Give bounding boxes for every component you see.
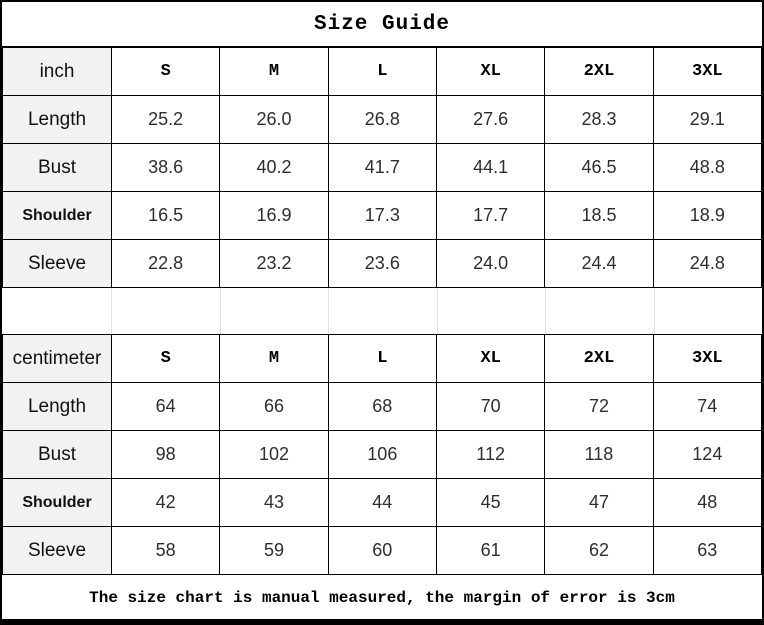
- inch-header-row: [3, 48, 762, 96]
- value-cell: 17.7: [436, 192, 544, 240]
- value-cell: 59: [220, 527, 328, 575]
- size-header-3xl: 3XL: [653, 48, 761, 96]
- value-cell: 23.2: [220, 240, 328, 288]
- table-row: [3, 527, 762, 575]
- value-cell: 16.9: [220, 192, 328, 240]
- value-cell: 58: [112, 527, 220, 575]
- value-cell: 64: [112, 383, 220, 431]
- value-cell: 47: [545, 479, 653, 527]
- value-cell: 48: [653, 479, 761, 527]
- size-header-3xl: 3XL: [653, 335, 761, 383]
- table-row: [3, 96, 762, 144]
- value-cell: 26.0: [220, 96, 328, 144]
- value-cell: 98: [112, 431, 220, 479]
- inch-table: [2, 47, 762, 288]
- value-cell: 27.6: [436, 96, 544, 144]
- value-cell: 18.9: [653, 192, 761, 240]
- page-title: Size Guide: [2, 2, 762, 47]
- spacer-cell: [546, 288, 655, 334]
- size-header-s: S: [112, 335, 220, 383]
- value-cell: 22.8: [112, 240, 220, 288]
- value-cell: 48.8: [653, 144, 761, 192]
- spacer-cell: [438, 288, 547, 334]
- size-header-xl: XL: [436, 48, 544, 96]
- spacer-row: [2, 288, 762, 334]
- value-cell: 28.3: [545, 96, 653, 144]
- size-header-2xl: 2XL: [545, 48, 653, 96]
- footer-note: The size chart is manual measured, the margin of error is 3cm: [89, 588, 675, 607]
- spacer-cell: [655, 288, 763, 334]
- spacer-cell: [329, 288, 438, 334]
- spacer-cell: [2, 288, 112, 334]
- value-cell: 118: [545, 431, 653, 479]
- centimeter-header-row: [3, 335, 762, 383]
- value-cell: 106: [328, 431, 436, 479]
- value-cell: 17.3: [328, 192, 436, 240]
- value-cell: 74: [653, 383, 761, 431]
- table-row: [3, 383, 762, 431]
- size-header-m: M: [220, 335, 328, 383]
- value-cell: 18.5: [545, 192, 653, 240]
- row-label-sleeve: Sleeve: [3, 527, 112, 575]
- row-label-length: Length: [3, 96, 112, 144]
- value-cell: 124: [653, 431, 761, 479]
- spacer-cell: [112, 288, 221, 334]
- value-cell: 23.6: [328, 240, 436, 288]
- size-header-2xl: 2XL: [545, 335, 653, 383]
- value-cell: 40.2: [220, 144, 328, 192]
- value-cell: 68: [328, 383, 436, 431]
- table-row: [3, 431, 762, 479]
- value-cell: 38.6: [112, 144, 220, 192]
- value-cell: 29.1: [653, 96, 761, 144]
- unit-label-inch: inch: [3, 48, 112, 96]
- table-row: [3, 192, 762, 240]
- unit-label-centimeter: centimeter: [3, 335, 112, 383]
- row-label-length: Length: [3, 383, 112, 431]
- table-row: [3, 144, 762, 192]
- value-cell: 41.7: [328, 144, 436, 192]
- value-cell: 63: [653, 527, 761, 575]
- value-cell: 44: [328, 479, 436, 527]
- value-cell: 26.8: [328, 96, 436, 144]
- value-cell: 60: [328, 527, 436, 575]
- value-cell: 43: [220, 479, 328, 527]
- value-cell: 61: [436, 527, 544, 575]
- size-header-xl: XL: [436, 335, 544, 383]
- table-row: [3, 479, 762, 527]
- value-cell: 46.5: [545, 144, 653, 192]
- size-header-m: M: [220, 48, 328, 96]
- spacer-cell: [221, 288, 330, 334]
- value-cell: 45: [436, 479, 544, 527]
- value-cell: 72: [545, 383, 653, 431]
- value-cell: 112: [436, 431, 544, 479]
- value-cell: 42: [112, 479, 220, 527]
- value-cell: 24.8: [653, 240, 761, 288]
- value-cell: 24.4: [545, 240, 653, 288]
- row-label-bust: Bust: [3, 144, 112, 192]
- value-cell: 16.5: [112, 192, 220, 240]
- size-header-l: L: [328, 335, 436, 383]
- value-cell: 44.1: [436, 144, 544, 192]
- value-cell: 25.2: [112, 96, 220, 144]
- row-label-shoulder: Shoulder: [3, 192, 112, 240]
- size-header-s: S: [112, 48, 220, 96]
- value-cell: 62: [545, 527, 653, 575]
- row-label-shoulder: Shoulder: [3, 479, 112, 527]
- value-cell: 66: [220, 383, 328, 431]
- size-header-l: L: [328, 48, 436, 96]
- value-cell: 70: [436, 383, 544, 431]
- value-cell: 24.0: [436, 240, 544, 288]
- row-label-bust: Bust: [3, 431, 112, 479]
- row-label-sleeve: Sleeve: [3, 240, 112, 288]
- table-row: [3, 240, 762, 288]
- value-cell: 102: [220, 431, 328, 479]
- centimeter-table: [2, 334, 762, 575]
